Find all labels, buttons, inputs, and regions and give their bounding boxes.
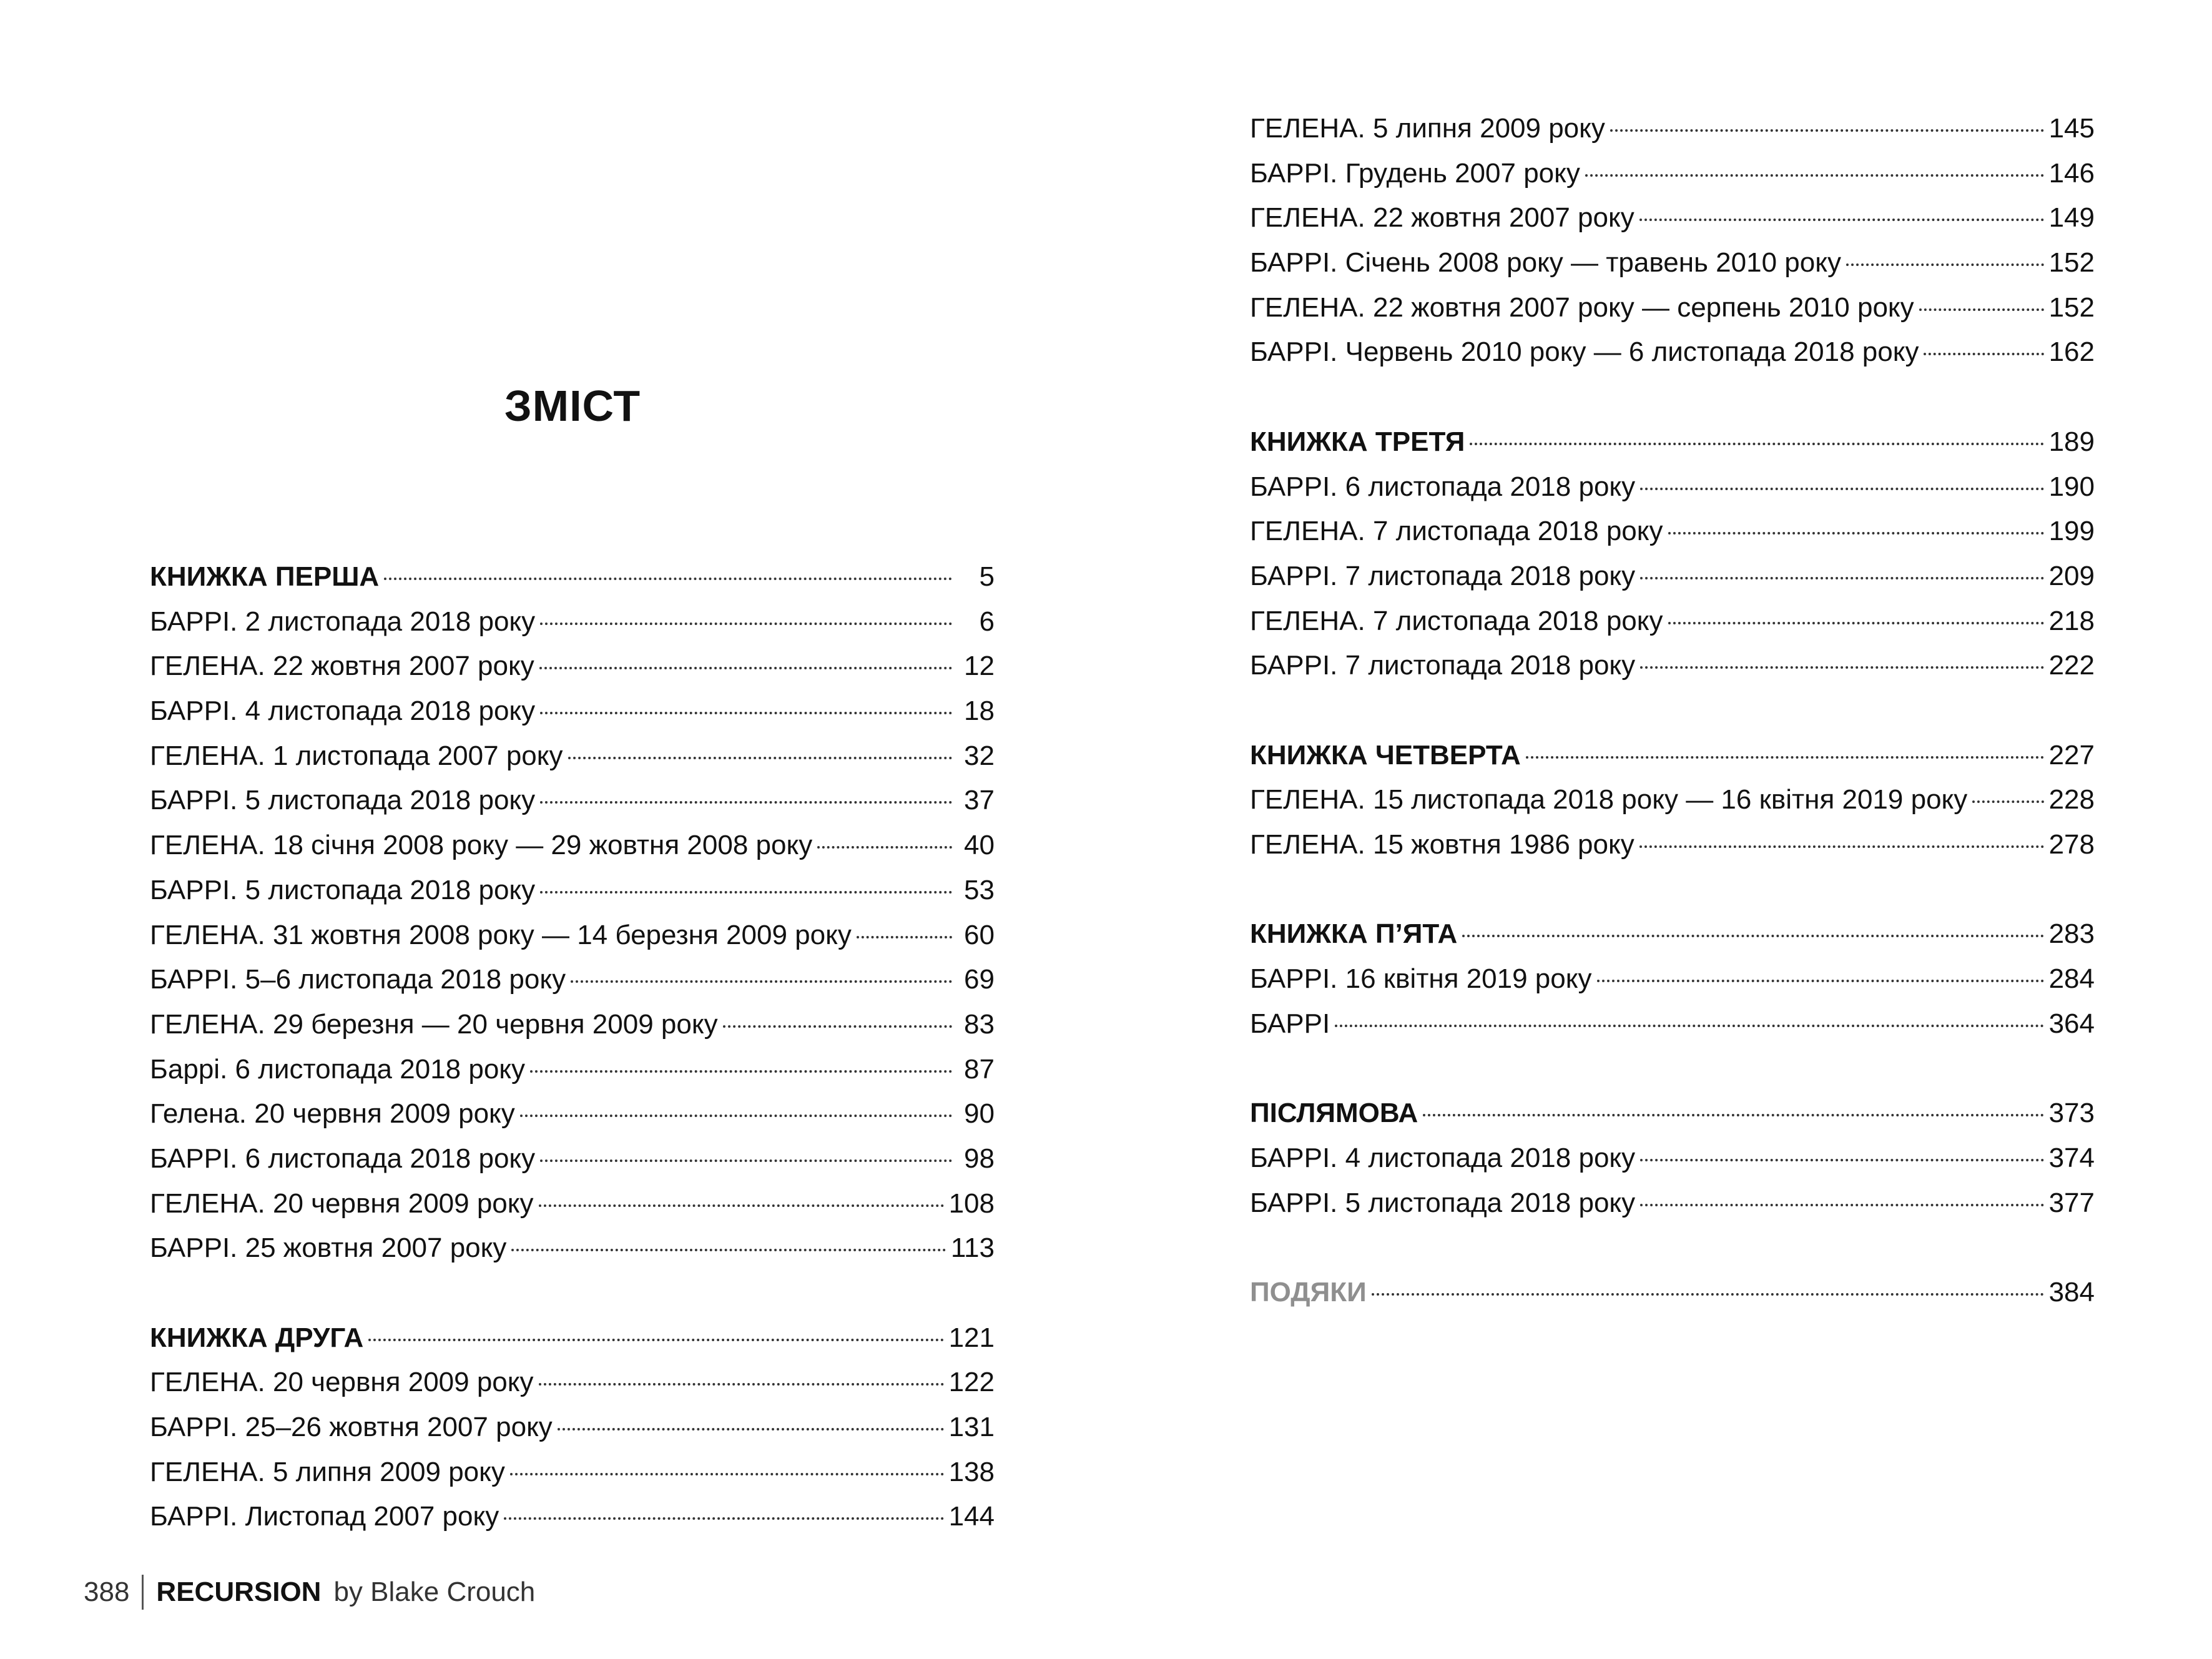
toc-entry bbox=[1250, 285, 2095, 330]
toc-entry-label: БАРРІ. 4 листопада 2018 року bbox=[150, 696, 536, 727]
toc-entry-label: БАРРІ. 16 квітня 2019 року bbox=[1250, 963, 1592, 995]
toc-entry-label: БАРРІ. 5 листопада 2018 року bbox=[1250, 1187, 1636, 1218]
toc-entry-page: 40 bbox=[964, 830, 995, 861]
dot-leader bbox=[539, 1383, 944, 1386]
toc-entry-page: 113 bbox=[950, 1233, 995, 1264]
toc-entry bbox=[150, 689, 995, 734]
toc-entry-page: 374 bbox=[2048, 1142, 2095, 1173]
dot-leader bbox=[384, 578, 952, 580]
toc-left-column bbox=[150, 554, 995, 1539]
toc-entry bbox=[1250, 554, 2095, 599]
toc-entry-label: ГЕЛЕНА. 15 листопада 2018 року — 16 квітня 2019 року bbox=[1250, 784, 1968, 815]
toc-entry-label: БАРРІ. Грудень 2007 року bbox=[1250, 157, 1580, 189]
toc-entry bbox=[150, 823, 995, 868]
toc-entry-page: 5 bbox=[979, 561, 995, 592]
dot-leader bbox=[1639, 845, 2044, 848]
toc-entry-label: БАРРІ. 4 листопада 2018 року bbox=[1250, 1142, 1636, 1173]
toc-entry-label: ГЕЛЕНА. 20 червня 2009 року bbox=[150, 1188, 534, 1219]
dot-leader bbox=[1335, 1025, 2043, 1027]
toc-entry-label: Гелена. 20 червня 2009 року bbox=[150, 1098, 515, 1130]
toc-entry bbox=[1250, 1181, 2095, 1226]
toc-entry bbox=[150, 778, 995, 823]
toc-entry-label: ГЕЛЕНА. 22 жовтня 2007 року — серпень 2010 року bbox=[1250, 292, 1914, 323]
toc-entry-page: 98 bbox=[964, 1143, 995, 1174]
toc-entry-label: ГЕЛЕНА. 18 січня 2008 року — 29 жовтня 2008 року bbox=[150, 830, 813, 861]
toc-entry bbox=[150, 1047, 995, 1092]
toc-entry-page: 60 bbox=[964, 919, 995, 950]
toc-entry bbox=[150, 1002, 995, 1047]
toc-entry-label: БАРРІ. 2 листопада 2018 року bbox=[150, 606, 536, 637]
footer-divider bbox=[142, 1575, 144, 1610]
dot-leader bbox=[1423, 1114, 2043, 1116]
toc-entry-label: КНИЖКА ПЕРША bbox=[150, 561, 380, 592]
toc-section-heading bbox=[1250, 1091, 2095, 1136]
toc-entry bbox=[150, 1450, 995, 1495]
toc-entry-page: 278 bbox=[2048, 829, 2095, 860]
toc-entry bbox=[1250, 777, 2095, 822]
toc-entry bbox=[150, 599, 995, 644]
toc-entry-label: КНИЖКА П’ЯТА bbox=[1250, 918, 1458, 950]
toc-entry-page: 199 bbox=[2048, 516, 2095, 547]
toc-entry-page: 146 bbox=[2048, 157, 2095, 189]
toc-entry-page: 18 bbox=[964, 696, 995, 727]
toc-entry bbox=[150, 913, 995, 958]
toc-entry-page: 138 bbox=[948, 1456, 995, 1487]
toc-entry bbox=[1250, 330, 2095, 375]
dot-leader bbox=[540, 801, 952, 804]
toc-entry-label: БАРРІ bbox=[1250, 1008, 1330, 1039]
toc-entry-label: ГЕЛЕНА. 22 жовтня 2007 року bbox=[1250, 202, 1634, 234]
dot-leader bbox=[510, 1473, 944, 1475]
toc-entry bbox=[1250, 151, 2095, 196]
toc-entry bbox=[150, 1360, 995, 1405]
toc-entry bbox=[1250, 822, 2095, 867]
toc-entry-page: 209 bbox=[2048, 560, 2095, 591]
toc-entry bbox=[1250, 509, 2095, 554]
toc-entry-label: ГЕЛЕНА. 7 листопада 2018 року bbox=[1250, 605, 1663, 636]
toc-entry bbox=[150, 1181, 995, 1226]
dot-leader bbox=[1640, 577, 2043, 579]
dot-leader bbox=[368, 1339, 943, 1341]
toc-entry-page: 90 bbox=[964, 1098, 995, 1130]
toc-entry-page: 284 bbox=[2048, 963, 2095, 995]
dot-leader bbox=[1372, 1293, 2044, 1296]
toc-entry-page: 144 bbox=[948, 1501, 995, 1532]
dot-leader bbox=[1640, 666, 2043, 669]
toc-entry-label: БАРРІ. 6 листопада 2018 року bbox=[1250, 471, 1636, 502]
dot-leader bbox=[857, 936, 952, 938]
dot-leader bbox=[568, 757, 952, 759]
dot-leader bbox=[539, 667, 952, 669]
toc-entry-page: 149 bbox=[2048, 202, 2095, 234]
dot-leader bbox=[1640, 488, 2043, 490]
dot-leader bbox=[504, 1517, 943, 1520]
toc-entry bbox=[1250, 957, 2095, 1002]
dot-leader bbox=[1640, 1204, 2043, 1206]
toc-entry bbox=[1250, 195, 2095, 240]
toc-entry-page: 377 bbox=[2048, 1187, 2095, 1218]
dot-leader bbox=[539, 1204, 944, 1207]
toc-entry-page: 190 bbox=[2048, 471, 2095, 502]
toc-entry-label: БАРРІ. 6 листопада 2018 року bbox=[150, 1143, 536, 1174]
toc-entry-page: 228 bbox=[2048, 784, 2095, 815]
toc-section-heading bbox=[1250, 420, 2095, 465]
toc-entry-page: 32 bbox=[964, 740, 995, 771]
toc-entry bbox=[1250, 465, 2095, 510]
toc-entry-page: 131 bbox=[948, 1412, 995, 1443]
toc-entry-label: Баррі. 6 листопада 2018 року bbox=[150, 1053, 526, 1085]
toc-right-column bbox=[1250, 106, 2095, 1315]
toc-entry bbox=[150, 1091, 995, 1136]
dot-leader bbox=[1597, 980, 2044, 982]
toc-entry-page: 87 bbox=[964, 1053, 995, 1085]
toc-entry-page: 69 bbox=[964, 964, 995, 995]
toc-entry bbox=[150, 734, 995, 779]
toc-entry bbox=[1250, 240, 2095, 285]
dot-leader bbox=[1919, 308, 2044, 311]
dot-leader bbox=[1470, 443, 2043, 445]
toc-entry bbox=[1250, 106, 2095, 151]
running-footer bbox=[84, 1570, 535, 1614]
toc-entry-page: 283 bbox=[2048, 918, 2095, 950]
toc-entry-label: ГЕЛЕНА. 29 березня — 20 червня 2009 року bbox=[150, 1008, 718, 1040]
toc-entry-page: 12 bbox=[964, 651, 995, 682]
dot-leader bbox=[1585, 174, 2044, 177]
dot-leader bbox=[1462, 935, 2043, 937]
toc-entry bbox=[1250, 1136, 2095, 1181]
toc-entry-page: 108 bbox=[948, 1188, 995, 1219]
toc-entry-label: ГЕЛЕНА. 1 листопада 2007 року bbox=[150, 740, 563, 771]
toc-entry bbox=[1250, 643, 2095, 688]
toc-section-heading bbox=[150, 1316, 995, 1361]
page-title: ЗМІСТ bbox=[504, 382, 641, 430]
toc-section-heading bbox=[150, 554, 995, 599]
dot-leader bbox=[540, 1159, 952, 1162]
dot-leader bbox=[1924, 353, 2043, 355]
dot-leader bbox=[1610, 129, 2044, 132]
toc-entry-label: ГЕЛЕНА. 20 червня 2009 року bbox=[150, 1367, 534, 1398]
dot-leader bbox=[1972, 800, 2043, 803]
dot-leader bbox=[540, 891, 952, 893]
toc-entry-label: БАРРІ. 5–6 листопада 2018 року bbox=[150, 964, 566, 995]
toc-entry-page: 162 bbox=[2048, 337, 2095, 368]
toc-entry-page: 384 bbox=[2048, 1276, 2095, 1307]
toc-entry-page: 222 bbox=[2048, 650, 2095, 681]
toc-entry-label: ГЕЛЕНА. 31 жовтня 2008 року — 14 березня 2009 року bbox=[150, 919, 852, 950]
toc-entry-label: БАРРІ. 25 жовтня 2007 року bbox=[150, 1233, 507, 1264]
toc-entry bbox=[150, 957, 995, 1002]
toc-entry-label: ГЕЛЕНА. 22 жовтня 2007 року bbox=[150, 651, 534, 682]
dot-leader bbox=[540, 712, 952, 714]
toc-entry bbox=[150, 1494, 995, 1539]
toc-entry-label: ПОДЯКИ bbox=[1250, 1276, 1367, 1307]
toc-entry-label: КНИЖКА ТРЕТЯ bbox=[1250, 426, 1465, 457]
toc-entry-page: 37 bbox=[964, 785, 995, 816]
toc-entry-label: БАРРІ. 25–26 жовтня 2007 року bbox=[150, 1412, 553, 1443]
toc-entry-page: 145 bbox=[2048, 113, 2095, 144]
toc-entry-label: БАРРІ. 5 листопада 2018 року bbox=[150, 785, 536, 816]
toc-entry-page: 373 bbox=[2048, 1098, 2095, 1129]
toc-entry-label: ГЕЛЕНА. 5 липня 2009 року bbox=[150, 1456, 505, 1487]
toc-entry-page: 6 bbox=[979, 606, 995, 637]
toc-entry-page: 189 bbox=[2048, 426, 2095, 457]
toc-entry-page: 218 bbox=[2048, 605, 2095, 636]
book-title: RECURSION bbox=[156, 1577, 322, 1607]
dot-leader bbox=[540, 623, 952, 625]
toc-entry-label: БАРРІ. Січень 2008 року — травень 2010 року bbox=[1250, 247, 1841, 278]
toc-entry-label: ПІСЛЯМОВА bbox=[1250, 1098, 1418, 1129]
toc-entry bbox=[150, 644, 995, 689]
toc-entry-page: 122 bbox=[948, 1367, 995, 1398]
dot-leader bbox=[1640, 1159, 2043, 1161]
dot-leader bbox=[1668, 532, 2044, 534]
toc-entry-label: БАРРІ. 7 листопада 2018 року bbox=[1250, 560, 1636, 591]
toc-entry-label: ГЕЛЕНА. 5 липня 2009 року bbox=[1250, 113, 1605, 144]
dot-leader bbox=[571, 980, 952, 983]
toc-entry-page: 364 bbox=[2048, 1008, 2095, 1039]
dot-leader bbox=[723, 1025, 952, 1028]
toc-entry-label: ГЕЛЕНА. 15 жовтня 1986 року bbox=[1250, 829, 1634, 860]
toc-entry-page: 83 bbox=[964, 1008, 995, 1040]
dot-leader bbox=[817, 846, 952, 849]
toc-entry-page: 227 bbox=[2048, 739, 2095, 770]
toc-entry bbox=[150, 868, 995, 913]
toc-entry bbox=[150, 1405, 995, 1450]
toc-entry-label: КНИЖКА ЧЕТВЕРТА bbox=[1250, 739, 1521, 770]
toc-entry bbox=[150, 1226, 995, 1271]
toc-section-heading bbox=[1250, 912, 2095, 957]
toc-section-heading bbox=[1250, 733, 2095, 778]
toc-entry-label: ГЕЛЕНА. 7 листопада 2018 року bbox=[1250, 516, 1663, 547]
toc-entry-page: 121 bbox=[948, 1322, 995, 1353]
toc-entry-label: БАРРІ. 5 листопада 2018 року bbox=[150, 874, 536, 905]
toc-entry-page: 152 bbox=[2048, 292, 2095, 323]
toc-entry bbox=[1250, 599, 2095, 644]
dot-leader bbox=[520, 1115, 952, 1117]
byline: by Blake Crouch bbox=[333, 1577, 536, 1607]
dot-leader bbox=[530, 1070, 952, 1073]
page-number: 388 bbox=[84, 1577, 130, 1607]
toc-entry bbox=[1250, 1002, 2095, 1046]
dot-leader bbox=[558, 1428, 944, 1430]
toc-entry-page: 152 bbox=[2048, 247, 2095, 278]
dot-leader bbox=[1526, 756, 2044, 759]
toc-entry bbox=[150, 1136, 995, 1181]
dot-leader bbox=[1639, 219, 2044, 221]
dot-leader bbox=[511, 1249, 945, 1251]
toc-entry-page: 53 bbox=[964, 874, 995, 905]
dot-leader bbox=[1668, 622, 2044, 624]
toc-entry-label: БАРРІ. Листопад 2007 року bbox=[150, 1501, 499, 1532]
toc-entry-label: БАРРІ. 7 листопада 2018 року bbox=[1250, 650, 1636, 681]
toc-entry-label: БАРРІ. Червень 2010 року — 6 листопада 2018 року bbox=[1250, 337, 1919, 368]
dot-leader bbox=[1846, 263, 2044, 266]
toc-entry-label: КНИЖКА ДРУГА bbox=[150, 1322, 364, 1353]
toc-section-heading bbox=[1250, 1270, 2095, 1315]
